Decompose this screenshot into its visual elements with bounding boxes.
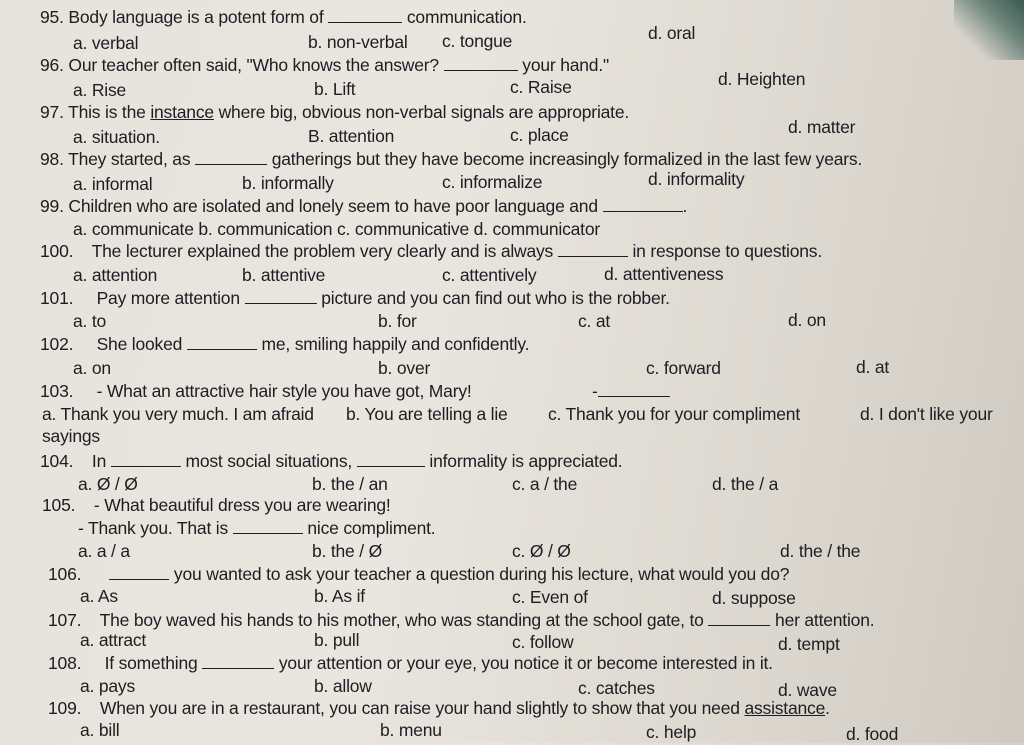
underlined-word: assistance — [744, 698, 826, 718]
question-text: She looked — [96, 334, 183, 354]
question-text: If something — [104, 653, 198, 673]
answer-blank — [111, 452, 181, 467]
option-d: d. informality — [648, 169, 745, 189]
question-105-reply — [78, 517, 435, 539]
question-number: 101. — [40, 288, 74, 308]
option-b: b. allow — [314, 676, 372, 696]
answer-blank — [245, 289, 317, 304]
options-row: a. communicate b. communication c. communicative d. communicator — [73, 219, 600, 239]
answer-blank — [109, 565, 169, 580]
option-a: a. verbal — [73, 33, 139, 53]
option-c: c. place — [510, 125, 569, 145]
option-c: c. tongue — [442, 31, 513, 51]
question-number: 102. — [40, 334, 74, 354]
question-number: 95. — [40, 7, 64, 27]
question-97 — [40, 101, 629, 123]
option-b: b. informally — [242, 173, 334, 193]
question-text: nice compliment. — [307, 518, 436, 538]
question-109 — [48, 697, 830, 719]
option-d: d. I don't like your — [860, 404, 993, 424]
question-text: Children who are isolated and lonely seem to have poor language and — [68, 196, 598, 216]
question-number: 109. — [48, 698, 82, 718]
question-text: - What an attractive hair style you have got, Mary! — [96, 381, 472, 401]
reply-blank — [592, 380, 670, 402]
question-text: in response to questions. — [632, 241, 823, 261]
option-c: c. a / the — [512, 474, 578, 494]
answer-blank — [195, 150, 267, 165]
question-101 — [40, 287, 670, 309]
option-d: d. wave — [778, 680, 837, 700]
question-text: where big, obvious non-verbal signals are appropriate. — [218, 102, 630, 122]
question-text: Pay more attention — [96, 288, 240, 308]
question-104 — [40, 450, 622, 472]
question-text: - Thank you. That is — [78, 518, 229, 538]
question-text: picture and you can find out who is the robber. — [321, 288, 670, 308]
question-99 — [40, 195, 687, 217]
question-text: Body language is a potent form of — [68, 7, 324, 27]
question-text: When you are in a restaurant, you can raise your hand slightly to show that you need — [99, 698, 740, 718]
option-a: a. to — [73, 311, 107, 331]
option-b: B. attention — [308, 126, 395, 146]
question-number: 108. — [48, 653, 82, 673]
option-d: d. oral — [648, 23, 696, 43]
question-text: The boy waved his hands to his mother, who was standing at the school gate, to — [99, 610, 704, 630]
option-d: d. the / the — [780, 541, 861, 561]
punctuation: . — [682, 196, 688, 216]
option-d: d. tempt — [778, 634, 840, 654]
option-b: b. the / an — [312, 474, 388, 494]
question-number: 103. — [40, 381, 74, 401]
question-text: They started, as — [68, 149, 191, 169]
option-a: a. pays — [80, 676, 136, 696]
option-b: b. over — [378, 358, 431, 378]
question-text: Our teacher often said, "Who knows the answer? — [68, 55, 439, 75]
question-text: The lecturer explained the problem very clearly and is always — [91, 241, 554, 261]
question-107 — [48, 609, 874, 631]
question-number: 97. — [40, 102, 64, 122]
question-number: 99. — [40, 196, 64, 216]
option-b: b. for — [378, 311, 417, 331]
question-number: 100. — [40, 241, 74, 261]
option-c: c. Ø / Ø — [512, 541, 571, 561]
option-a: a. on — [73, 358, 111, 378]
answer-blank — [328, 8, 402, 23]
question-number: 107. — [48, 610, 82, 630]
option-c: c. catches — [578, 678, 655, 698]
option-c: c. follow — [512, 632, 574, 652]
question-103 — [40, 380, 472, 402]
option-d: d. food — [846, 724, 899, 744]
dash: - — [592, 381, 598, 401]
question-text: In — [91, 451, 107, 471]
answer-blank — [708, 611, 770, 626]
answer-blank — [187, 335, 257, 350]
answer-blank — [598, 382, 670, 397]
option-d: d. at — [856, 357, 890, 377]
option-b: b. Lift — [314, 79, 356, 99]
option-c: c. at — [578, 311, 611, 331]
question-text: - What beautiful dress you are wearing! — [93, 495, 391, 515]
question-100 — [40, 240, 822, 262]
option-d: d. matter — [788, 117, 856, 137]
question-text: This is the — [68, 102, 146, 122]
option-c: c. forward — [646, 358, 721, 378]
option-d: d. on — [788, 310, 826, 330]
answer-blank — [202, 654, 274, 669]
question-number: 104. — [40, 451, 74, 471]
option-c: c. Thank you for your compliment — [548, 404, 800, 424]
option-a: a. informal — [73, 174, 153, 194]
option-a: a. attract — [80, 630, 147, 650]
option-c: c. informalize — [442, 172, 543, 192]
question-98 — [40, 148, 862, 170]
question-96 — [40, 54, 609, 76]
option-b: b. pull — [314, 630, 360, 650]
question-number: 105. — [42, 495, 76, 515]
question-text: communication. — [406, 7, 527, 27]
option-d-continued: sayings — [42, 426, 100, 446]
option-a: a. Rise — [73, 80, 127, 100]
question-number: 96. — [40, 55, 64, 75]
question-95 — [40, 6, 527, 28]
question-108 — [48, 652, 773, 674]
question-text: gatherings but they have become increasingly formalized in the last few years. — [271, 149, 863, 169]
option-c: c. help — [646, 722, 697, 742]
option-c: c. Even of — [512, 587, 588, 607]
option-b: b. the / Ø — [312, 541, 382, 561]
question-number: 106. — [48, 564, 82, 584]
punctuation: . — [825, 698, 830, 718]
option-a: a. Thank you very much. I am afraid — [42, 404, 314, 424]
option-d: d. the / a — [712, 474, 779, 494]
question-text: informality is appreciated. — [429, 451, 623, 471]
question-106 — [48, 563, 789, 585]
question-102 — [40, 333, 529, 355]
answer-blank — [558, 242, 628, 257]
option-c: c. attentively — [442, 265, 537, 285]
option-a: a. As — [80, 586, 118, 606]
question-text: most social situations, — [185, 451, 353, 471]
option-b: b. menu — [380, 720, 442, 740]
option-b: b. attentive — [242, 265, 326, 285]
question-text: your hand." — [522, 55, 610, 75]
question-text: her attention. — [775, 610, 875, 630]
option-b: b. non-verbal — [308, 32, 408, 52]
option-d: d. Heighten — [718, 69, 806, 89]
option-b: b. You are telling a lie — [346, 404, 508, 424]
question-105 — [42, 494, 391, 516]
answer-blank — [444, 56, 518, 71]
option-d: d. suppose — [712, 588, 796, 608]
option-b: b. As if — [314, 586, 365, 606]
option-a: a. a / a — [78, 541, 130, 561]
option-c: c. Raise — [510, 77, 572, 97]
option-a: a. attention — [73, 265, 158, 285]
question-text: me, smiling happily and confidently. — [261, 334, 530, 354]
question-number: 98. — [40, 149, 64, 169]
answer-blank — [233, 519, 303, 534]
option-a: a. situation. — [73, 127, 160, 147]
option-d: d. attentiveness — [604, 264, 724, 284]
question-text: your attention or your eye, you notice it or become interested in it. — [278, 653, 773, 673]
option-a: a. bill — [80, 720, 120, 740]
option-a: a. Ø / Ø — [78, 474, 138, 494]
answer-blank — [357, 452, 425, 467]
answer-blank — [603, 197, 683, 212]
underlined-word: instance — [150, 102, 214, 122]
question-text: you wanted to ask your teacher a question during his lecture, what would you do? — [173, 564, 790, 584]
